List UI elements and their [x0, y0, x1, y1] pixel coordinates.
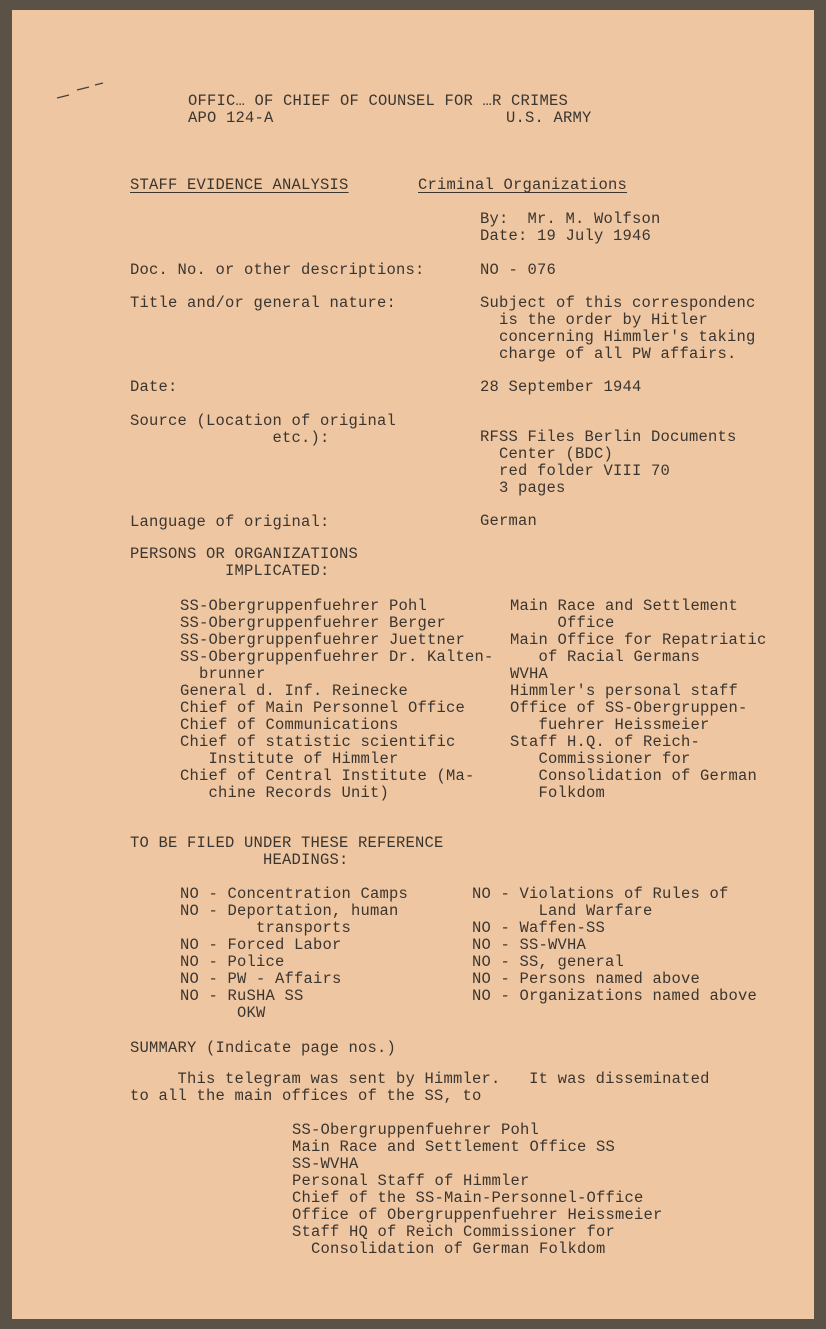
- reference-item: NO - Persons named above: [472, 970, 701, 988]
- category-title: Criminal Organizations: [418, 176, 628, 194]
- summary-paragraph-line: This telegram was sent by Himmler. It was disseminated: [130, 1070, 710, 1088]
- recipient-item: Office of Obergruppenfuehrer Heissmeier: [292, 1206, 663, 1224]
- recipient-item: SS-WVHA: [292, 1155, 359, 1173]
- recipient-item: Staff HQ of Reich Commissioner for: [292, 1223, 616, 1241]
- reference-item: transports: [180, 919, 352, 937]
- summary-heading: SUMMARY (Indicate page nos.): [130, 1039, 397, 1057]
- office-heading: OFFIC… OF CHIEF OF COUNSEL FOR …R CRIMES: [188, 92, 569, 110]
- organization-item: Main Race and Settlement: [510, 597, 739, 615]
- person-item: chine Records Unit): [180, 784, 390, 802]
- reference-heading: TO BE FILED UNDER THESE REFERENCE: [130, 834, 444, 852]
- persons-heading: IMPLICATED:: [130, 562, 330, 580]
- army-label: U.S. ARMY: [506, 109, 592, 127]
- persons-heading: PERSONS OR ORGANIZATIONS: [130, 545, 359, 563]
- organization-item: WVHA: [510, 665, 549, 683]
- person-item: SS-Obergruppenfuehrer Dr. Kalten-: [180, 648, 494, 666]
- reference-item: NO - PW - Affairs: [180, 970, 342, 988]
- reference-item: NO - RuSHA SS: [180, 987, 304, 1005]
- title-value-line: concerning Himmler's taking: [480, 328, 756, 346]
- recipient-item: Consolidation of German Folkdom: [292, 1240, 606, 1258]
- organization-item: Commissioner for: [510, 750, 691, 768]
- doc-no-label: Doc. No. or other descriptions:: [130, 261, 425, 279]
- reference-heading: HEADINGS:: [130, 851, 349, 869]
- reference-item: NO - Violations of Rules of: [472, 885, 729, 903]
- person-item: Chief of Main Personnel Office: [180, 699, 466, 717]
- title-value-line: charge of all PW affairs.: [480, 345, 737, 363]
- reference-item: NO - Deportation, human: [180, 902, 399, 920]
- pencil-mark: [55, 82, 105, 102]
- staff-evidence-analysis-title: STAFF EVIDENCE ANALYSIS: [130, 176, 349, 194]
- title-value-line: Subject of this correspondenc: [480, 294, 756, 312]
- report-date-line: Date: 19 July 1946: [480, 227, 652, 245]
- title-value-line: is the order by Hitler: [480, 311, 709, 329]
- source-label-line: Source (Location of original: [130, 412, 397, 430]
- reference-item: NO - Forced Labor: [180, 936, 342, 954]
- person-item: Chief of Central Institute (Ma-: [180, 767, 475, 785]
- date-label: Date:: [130, 378, 178, 396]
- source-value-line: 3 pages: [480, 479, 566, 497]
- source-value-line: Center (BDC): [480, 445, 614, 463]
- recipient-item: SS-Obergruppenfuehrer Pohl: [292, 1121, 540, 1139]
- reference-item: NO - SS-WVHA: [472, 936, 587, 954]
- organization-item: Main Office for Repatriatic: [510, 631, 767, 649]
- reference-item: NO - SS, general: [472, 953, 625, 971]
- reference-item: NO - Organizations named above: [472, 987, 758, 1005]
- organization-item: of Racial Germans: [510, 648, 701, 666]
- recipient-item: Chief of the SS-Main-Personnel-Office: [292, 1189, 644, 1207]
- person-item: Chief of statistic scientific: [180, 733, 456, 751]
- doc-no-value: NO - 076: [480, 261, 557, 279]
- language-label: Language of original:: [130, 513, 330, 531]
- person-item: brunner: [180, 665, 266, 683]
- organization-item: Himmler's personal staff: [510, 682, 739, 700]
- date-value: 28 September 1944: [480, 378, 642, 396]
- apo-number: APO 124-A: [188, 109, 274, 127]
- summary-paragraph-line: to all the main offices of the SS, to: [130, 1087, 482, 1105]
- source-value-line: RFSS Files Berlin Documents: [480, 428, 737, 446]
- source-label-line: etc.):: [130, 429, 330, 447]
- language-value: German: [480, 512, 538, 530]
- title-label: Title and/or general nature:: [130, 294, 397, 312]
- organization-item: Office: [510, 614, 615, 632]
- organization-item: Consolidation of German: [510, 767, 758, 785]
- author-line: By: Mr. M. Wolfson: [480, 210, 661, 228]
- person-item: SS-Obergruppenfuehrer Pohl: [180, 597, 428, 615]
- reference-item: NO - Waffen-SS: [472, 919, 606, 937]
- source-value-line: red folder VIII 70: [480, 462, 671, 480]
- organization-item: Staff H.Q. of Reich-: [510, 733, 701, 751]
- reference-item: OKW: [180, 1004, 266, 1022]
- reference-item: NO - Concentration Camps: [180, 885, 409, 903]
- person-item: SS-Obergruppenfuehrer Berger: [180, 614, 447, 632]
- reference-item: NO - Police: [180, 953, 285, 971]
- person-item: Chief of Communications: [180, 716, 399, 734]
- recipient-item: Main Race and Settlement Office SS: [292, 1138, 616, 1156]
- person-item: General d. Inf. Reinecke: [180, 682, 409, 700]
- reference-item: Land Warfare: [472, 902, 653, 920]
- person-item: Institute of Himmler: [180, 750, 399, 768]
- organization-item: Office of SS-Obergruppen-: [510, 699, 748, 717]
- organization-item: fuehrer Heissmeier: [510, 716, 710, 734]
- person-item: SS-Obergruppenfuehrer Juettner: [180, 631, 466, 649]
- organization-item: Folkdom: [510, 784, 606, 802]
- recipient-item: Personal Staff of Himmler: [292, 1172, 530, 1190]
